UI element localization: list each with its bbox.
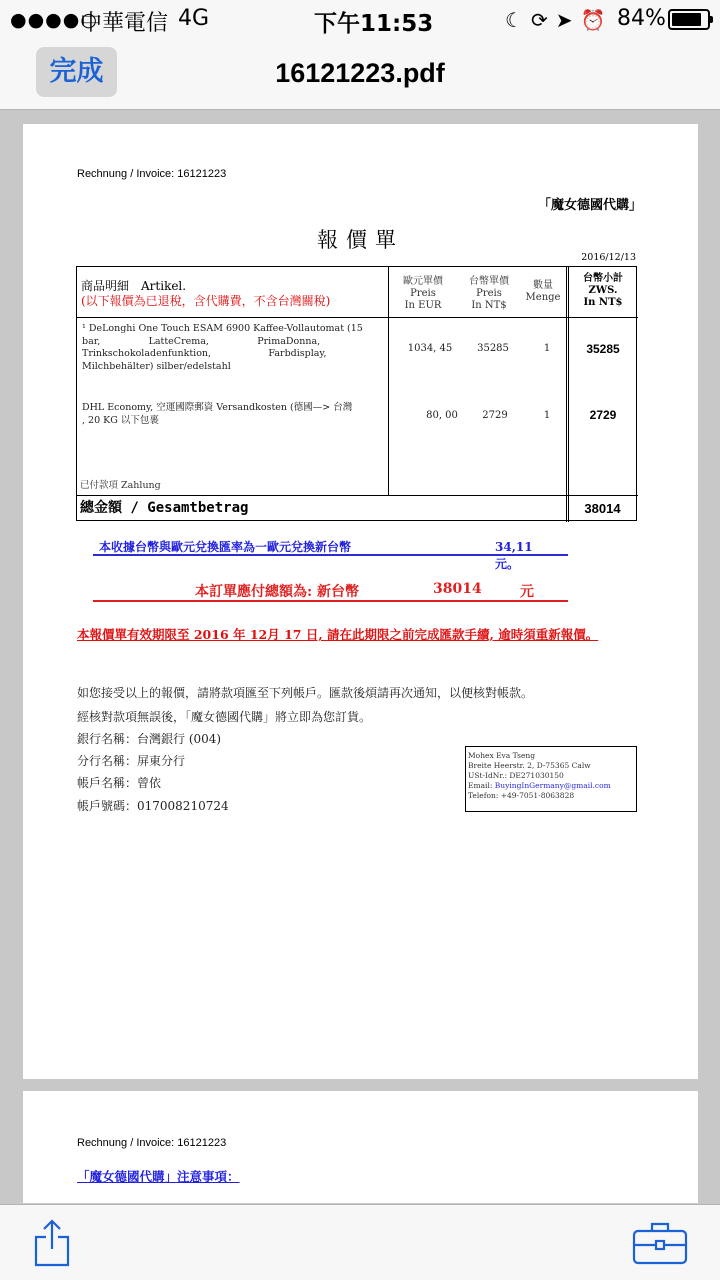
item-subtotal: 2729 — [589, 408, 617, 422]
total-due-label: 本訂單應付總額為: 新台幣 — [195, 584, 360, 600]
carrier-name: 中華電信 — [80, 11, 169, 36]
total-due-unit: 元 — [520, 584, 534, 600]
table-divider — [77, 317, 638, 318]
brand-name: 「魔女德國代購」 — [537, 198, 642, 213]
bank-name: 銀行名稱：台灣銀行 (004) — [77, 732, 222, 746]
table-divider — [388, 267, 389, 495]
total-label: 總金額 / Gesamtbetrag — [80, 500, 249, 516]
done-button[interactable]: 完成 — [36, 47, 117, 97]
contact-email-link[interactable]: BuyingInGermany@gmail.com — [494, 781, 611, 790]
header-item-label: 商品明細 Artikel. — [81, 279, 187, 293]
validity-notice: 本報價單有效期限至 2016 年 12月 17 日, 請在此期限之前完成匯款手續, 逾時須重新報價。 — [77, 627, 599, 642]
header-qty-line: 數量 — [533, 280, 553, 291]
signal-strength: ●●●●○ — [10, 9, 98, 31]
contact-vat: USt-IdNr.: DE271030150 — [468, 771, 564, 780]
pdf-page-2[interactable] — [23, 1091, 698, 1203]
item-desc-line: Trinkschokoladenfunktion, Farbdisplay, — [82, 348, 327, 359]
battery-percent: 84% — [617, 6, 666, 31]
share-button[interactable] — [32, 1217, 72, 1267]
header-eur-line: 歐元單價 — [403, 276, 443, 287]
item-qty: 1 — [543, 343, 551, 354]
notes-heading: 「魔女德國代購」注意事項： — [77, 1169, 240, 1184]
contact-address: Breite Heerstr. 2, D-75365 Calw — [468, 761, 591, 770]
share-icon — [32, 1217, 72, 1267]
table-divider — [566, 267, 567, 522]
header-ntd-line: In NT$ — [471, 300, 507, 311]
clock: 下午11:53 — [314, 11, 434, 37]
total-value: 38014 — [584, 501, 621, 516]
quote-title: 報價單 — [317, 228, 404, 252]
item-desc-line: DHL Economy, 空運國際郵資 Versandkosten (德國—> 台灣 — [82, 402, 353, 413]
header-subtotal — [571, 273, 635, 309]
contact-email-label: Email: — [468, 781, 495, 790]
header-eur-price — [393, 276, 453, 312]
total-due-line — [93, 581, 568, 602]
alarm-icon: ⏰ — [580, 8, 606, 32]
status-bar — [0, 0, 720, 40]
moon-icon: ☾ — [505, 8, 523, 32]
contact-name: Mohex Eva Tseng — [468, 751, 536, 760]
item-ntd-price: 35285 — [477, 343, 509, 354]
total-due-value: 38014 — [433, 581, 482, 597]
contact-phone: Telefon: +49-7051-8063828 — [468, 791, 575, 800]
document-title: 16121223.pdf — [275, 58, 445, 88]
header-subtotal-line: ZWS. — [588, 285, 618, 296]
contact-box — [465, 746, 637, 812]
invoice-number: Rechnung / Invoice: 16121223 — [77, 1137, 227, 1149]
instruction-line: 經核對款項無誤後，「魔女德國代購」將立即為您訂貨。 — [77, 710, 372, 724]
item-qty: 1 — [543, 410, 551, 421]
item-desc-line: , 20 KG 以下包裹 — [82, 414, 159, 426]
account-number: 帳戶號碼：017008210724 — [77, 799, 229, 813]
header-eur-line: In EUR — [404, 300, 442, 311]
header-qty-line: Menge — [525, 292, 561, 303]
quote-date: 2016/12/13 — [581, 252, 636, 263]
item-ntd-price: 2729 — [482, 410, 508, 421]
item-description — [82, 323, 382, 373]
item-desc-line: bar, LatteCrema, PrimaDonna, — [82, 335, 321, 347]
header-ntd-price — [459, 276, 519, 312]
location-icon: ➤ — [555, 8, 573, 32]
toolbox-button[interactable] — [632, 1221, 688, 1265]
table-divider — [77, 495, 638, 496]
exchange-rate-line — [93, 538, 568, 571]
status-icons — [505, 8, 613, 32]
invoice-number: Rechnung / Invoice: 16121223 — [77, 168, 227, 180]
table-divider — [568, 267, 569, 522]
network-type: 4G — [178, 6, 210, 31]
bank-branch: 分行名稱：屏東分行 — [77, 754, 186, 768]
header-subtotal-line: 台幣小計 — [583, 273, 623, 284]
item-desc-line: ¹ DeLonghi One Touch ESAM 6900 Kaffee-Vollautomat (15 — [82, 323, 363, 334]
battery-level — [672, 13, 701, 26]
item-subtotal: 35285 — [586, 342, 620, 356]
header-qty — [521, 280, 565, 304]
paid-label: 已付款項 Zahlung — [80, 480, 161, 491]
header-subtotal-line: In NT$ — [583, 297, 623, 308]
account-name: 帳戶名稱：曾依 — [77, 776, 162, 790]
header-ntd-line: Preis — [476, 288, 502, 299]
rotation-lock-icon: ⟳ — [530, 8, 548, 32]
invoice-table — [76, 266, 637, 521]
item-desc-line: Milchbehälter) silber/edelstahl — [82, 360, 231, 372]
contact-email-row — [468, 781, 634, 791]
instruction-line: 如您接受以上的報價，請將款項匯至下列帳戶。匯款後煩請再次通知，以便核對帳款。 — [77, 686, 534, 700]
header-item — [81, 279, 330, 309]
nav-bar — [0, 40, 720, 110]
item-eur-price: 80, 00 — [426, 410, 458, 421]
exchange-rate-text: 本收據台幣與歐元兌換匯率為一歐元兌換新台幣 — [99, 540, 352, 554]
pdf-page-1[interactable] — [23, 124, 698, 1079]
toolbox-icon — [632, 1221, 688, 1265]
battery-icon — [668, 9, 710, 30]
header-ntd-line: 台幣單價 — [469, 276, 509, 287]
item-eur-price: 1034, 45 — [407, 343, 453, 354]
bottom-toolbar — [0, 1204, 720, 1280]
exchange-rate-value: 34,11 元。 — [495, 540, 545, 571]
header-eur-line: Preis — [410, 288, 436, 299]
item-description — [82, 402, 392, 427]
header-item-note: (以下報價為已退稅，含代購費，不含台灣關稅) — [81, 294, 331, 308]
